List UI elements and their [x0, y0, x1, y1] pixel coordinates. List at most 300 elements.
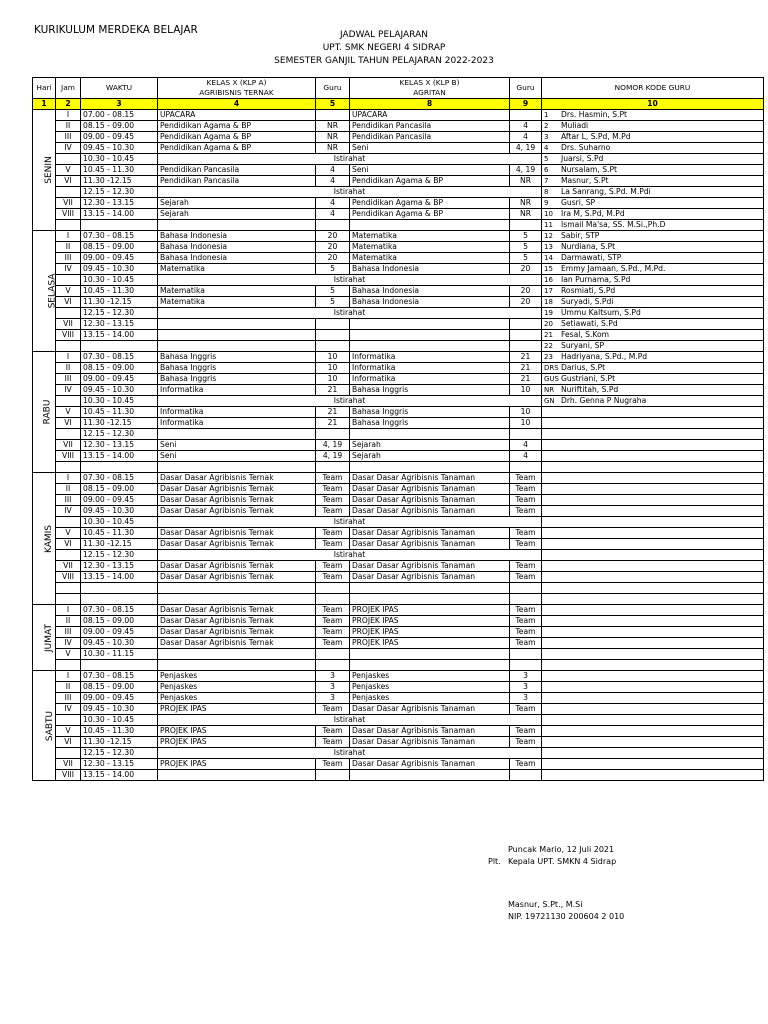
kelas-a-subject: Pendidikan Pancasila: [158, 176, 316, 187]
table-row: [33, 154, 764, 165]
kelas-b-subject: PROJEK IPAS: [350, 638, 510, 649]
table-row: [33, 550, 764, 561]
teacher-name: Ian Purnama, S.Pd: [561, 275, 631, 284]
istirahat-cell: Istirahat: [158, 154, 542, 165]
jam-cell: VIII: [56, 209, 81, 220]
day-label: [33, 231, 56, 352]
teacher-code-cell: [542, 649, 764, 660]
kelas-b-guru: Team: [510, 506, 542, 517]
table-row: [33, 539, 764, 550]
kelas-b-guru: Team: [510, 473, 542, 484]
kelas-a-guru: Team: [316, 759, 350, 770]
jam-cell: I: [56, 231, 81, 242]
kelas-a-subject: Seni: [158, 440, 316, 451]
jam-cell: II: [56, 121, 81, 132]
teacher-name: Nurdiana, S.Pt: [561, 242, 616, 251]
signature-position: Kepala UPT. SMKN 4 Sidrap: [508, 857, 617, 866]
table-row: [33, 649, 764, 660]
kelas-b-guru: 21: [510, 374, 542, 385]
jam-cell: [56, 220, 81, 231]
kelas-a-guru: 10: [316, 363, 350, 374]
kelas-a-guru: [316, 583, 350, 594]
table-row: [33, 616, 764, 627]
waktu-cell: 08.15 - 09.00: [81, 363, 158, 374]
teacher-code: 6: [544, 166, 549, 174]
kelas-b-guru: [510, 770, 542, 781]
table-row: [33, 704, 764, 715]
table-row: [33, 308, 764, 319]
kelas-a-guru: Team: [316, 572, 350, 583]
kelas-a-subject: Dasar Dasar Agribisnis Ternak: [158, 506, 316, 517]
jam-cell: VIII: [56, 572, 81, 583]
teacher-code-cell: [542, 561, 764, 572]
teacher-code-cell: [542, 198, 764, 209]
table-row: [33, 429, 764, 440]
kelas-a-subject: Dasar Dasar Agribisnis Ternak: [158, 605, 316, 616]
teacher-code: 10: [544, 210, 553, 218]
kelas-a-subject: Informatika: [158, 385, 316, 396]
kelas-b-subject: [350, 429, 510, 440]
teacher-code-cell: [542, 220, 764, 231]
kelas-b-guru: [510, 110, 542, 121]
jam-cell: [56, 462, 81, 473]
teacher-code-cell: [542, 583, 764, 594]
kelas-b-guru: 21: [510, 363, 542, 374]
column-number: 4: [158, 99, 316, 110]
kelas-a-subject: Pendidikan Agama & BP: [158, 121, 316, 132]
waktu-cell: 11.30 -12.15: [81, 176, 158, 187]
kelas-a-subject: Dasar Dasar Agribisnis Ternak: [158, 638, 316, 649]
jam-cell: I: [56, 671, 81, 682]
teacher-name: Ismail Ma'sa, SS. M.Si.,Ph.D: [561, 220, 666, 229]
kelas-a-guru: [316, 594, 350, 605]
teacher-name: Setiawati, S.Pd: [561, 319, 618, 328]
jam-cell: II: [56, 363, 81, 374]
teacher-code-cell: [542, 341, 764, 352]
kelas-a-guru: Team: [316, 528, 350, 539]
teacher-code-cell: [542, 693, 764, 704]
table-row: [33, 352, 764, 363]
teacher-code: 11: [544, 221, 553, 229]
teacher-code: 22: [544, 342, 553, 350]
kelas-b-subject: Informatika: [350, 352, 510, 363]
kelas-b-guru: 10: [510, 407, 542, 418]
waktu-cell: 13.15 - 14.00: [81, 451, 158, 462]
header-guru-b: Guru: [510, 78, 542, 99]
table-row: [33, 660, 764, 671]
header-waktu: WAKTU: [81, 78, 158, 99]
teacher-code: 15: [544, 265, 553, 273]
waktu-cell: [81, 660, 158, 671]
teacher-code-cell: [542, 352, 764, 363]
teacher-code-cell: [542, 143, 764, 154]
waktu-cell: 12.15 - 12.30: [81, 748, 158, 759]
kelas-b-guru: Team: [510, 627, 542, 638]
kelas-a-guru: Team: [316, 704, 350, 715]
header-kode-guru: NOMOR KODE GURU: [542, 78, 764, 99]
kelas-a-subject: PROJEK IPAS: [158, 759, 316, 770]
kelas-a-guru: Team: [316, 638, 350, 649]
kelas-b-guru: 10: [510, 418, 542, 429]
kelas-b-subject: Dasar Dasar Agribisnis Tanaman: [350, 528, 510, 539]
kelas-a-guru: 4, 19: [316, 440, 350, 451]
signature-name: Masnur, S.Pt., M.Si: [508, 900, 583, 909]
teacher-code-cell: [542, 517, 764, 528]
jam-cell: V: [56, 286, 81, 297]
kelas-a-guru: NR: [316, 121, 350, 132]
table-row: [33, 726, 764, 737]
teacher-name: Suryani, SP: [561, 341, 605, 350]
waktu-cell: 09.45 - 10.30: [81, 638, 158, 649]
waktu-cell: [81, 594, 158, 605]
jam-cell: VI: [56, 176, 81, 187]
kelas-b-subject: Pendidikan Pancasila: [350, 121, 510, 132]
teacher-name: Ira M, S.Pd, M.Pd: [561, 209, 625, 218]
semester-line: SEMESTER GANJIL TAHUN PELAJARAN 2022-2023: [274, 56, 494, 66]
waktu-cell: 10.30 - 10.45: [81, 275, 158, 286]
waktu-cell: 11.30 -12.15: [81, 297, 158, 308]
waktu-cell: 09.45 - 10.30: [81, 385, 158, 396]
teacher-code: 17: [544, 287, 553, 295]
kelas-a-subject: [158, 649, 316, 660]
kelas-b-subject: Penjaskes: [350, 671, 510, 682]
kelas-a-subject: Informatika: [158, 407, 316, 418]
teacher-code: 8: [544, 188, 549, 196]
header-kelas-b-line2: AGRITAN: [413, 88, 446, 97]
kelas-a-subject: Matematika: [158, 286, 316, 297]
day-label: [33, 671, 56, 781]
waktu-cell: 08.15 - 09.00: [81, 484, 158, 495]
kelas-b-subject: Matematika: [350, 242, 510, 253]
curriculum-label: KURIKULUM MERDEKA BELAJAR: [34, 24, 198, 36]
kelas-b-guru: 5: [510, 253, 542, 264]
kelas-b-subject: Dasar Dasar Agribisnis Tanaman: [350, 539, 510, 550]
table-row: [33, 264, 764, 275]
kelas-b-guru: [510, 330, 542, 341]
jam-cell: III: [56, 627, 81, 638]
kelas-b-subject: Sejarah: [350, 440, 510, 451]
kelas-a-subject: Bahasa Indonesia: [158, 253, 316, 264]
kelas-b-subject: [350, 341, 510, 352]
teacher-name: Drs. Hasmin, S.Pt: [561, 110, 628, 119]
kelas-b-guru: [510, 429, 542, 440]
doc-title: JADWAL PELAJARAN: [340, 30, 428, 40]
jam-cell: [56, 748, 81, 759]
teacher-code: 19: [544, 309, 553, 317]
header-jam: Jam: [56, 78, 81, 99]
day-name: SENIN: [43, 156, 54, 184]
waktu-cell: 09.00 - 09.45: [81, 253, 158, 264]
waktu-cell: 08.15 - 09.00: [81, 121, 158, 132]
jam-cell: [56, 341, 81, 352]
jam-cell: IV: [56, 264, 81, 275]
signature-plt: Plt.: [488, 857, 501, 866]
kelas-a-guru: [316, 330, 350, 341]
kelas-a-guru: 10: [316, 352, 350, 363]
waktu-cell: 12.30 - 13.15: [81, 561, 158, 572]
jam-cell: VI: [56, 539, 81, 550]
kelas-b-guru: Team: [510, 616, 542, 627]
kelas-b-subject: Dasar Dasar Agribisnis Tanaman: [350, 572, 510, 583]
waktu-cell: 08.15 - 09.00: [81, 242, 158, 253]
jam-cell: V: [56, 726, 81, 737]
kelas-a-subject: PROJEK IPAS: [158, 726, 316, 737]
waktu-cell: 12.30 - 13.15: [81, 198, 158, 209]
kelas-a-guru: 5: [316, 264, 350, 275]
table-row: [33, 165, 764, 176]
teacher-code: 23: [544, 353, 553, 361]
column-number: 3: [81, 99, 158, 110]
kelas-a-subject: Dasar Dasar Agribisnis Ternak: [158, 484, 316, 495]
kelas-a-guru: [316, 462, 350, 473]
istirahat-cell: Istirahat: [158, 748, 542, 759]
table-row: [33, 638, 764, 649]
jam-cell: II: [56, 682, 81, 693]
kelas-a-guru: Team: [316, 605, 350, 616]
jam-cell: VIII: [56, 330, 81, 341]
kelas-b-subject: [350, 583, 510, 594]
waktu-cell: 12.15 - 12.30: [81, 187, 158, 198]
teacher-code-cell: [542, 264, 764, 275]
waktu-cell: 07.30 - 08.15: [81, 605, 158, 616]
kelas-a-subject: PROJEK IPAS: [158, 737, 316, 748]
kelas-a-guru: [316, 429, 350, 440]
kelas-b-guru: [510, 583, 542, 594]
kelas-a-subject: Bahasa Indonesia: [158, 231, 316, 242]
waktu-cell: 10.45 - 11.30: [81, 407, 158, 418]
teacher-name: Fesal, S.Kom: [561, 330, 610, 339]
teacher-code: 1: [544, 111, 549, 119]
table-row: [33, 517, 764, 528]
signature-nip: NIP. 19721130 200604 2 010: [508, 912, 625, 921]
teacher-name: Drh. Genna P Nugraha: [561, 396, 647, 405]
table-row: [33, 176, 764, 187]
kelas-a-subject: Informatika: [158, 418, 316, 429]
jam-cell: III: [56, 132, 81, 143]
kelas-b-guru: 21: [510, 352, 542, 363]
kelas-b-guru: Team: [510, 539, 542, 550]
teacher-code-cell: [542, 231, 764, 242]
jam-cell: [56, 429, 81, 440]
istirahat-cell: Istirahat: [158, 275, 542, 286]
table-row: [33, 759, 764, 770]
kelas-b-guru: 5: [510, 231, 542, 242]
teacher-name: Juarsi, S.Pd: [561, 154, 604, 163]
kelas-b-subject: Dasar Dasar Agribisnis Tanaman: [350, 759, 510, 770]
teacher-name: Aftar L, S.Pd, M.Pd: [561, 132, 631, 141]
jam-cell: I: [56, 473, 81, 484]
kelas-a-guru: 21: [316, 418, 350, 429]
waktu-cell: 11.30 -12.15: [81, 539, 158, 550]
waktu-cell: 09.45 - 10.30: [81, 704, 158, 715]
table-row: [33, 231, 764, 242]
kelas-a-subject: Penjaskes: [158, 671, 316, 682]
table-row: [33, 440, 764, 451]
teacher-code: 7: [544, 177, 549, 185]
jam-cell: VII: [56, 759, 81, 770]
waktu-cell: 09.00 - 09.45: [81, 495, 158, 506]
teacher-name: Suryadi, S.Pdi: [561, 297, 614, 306]
day-name: JUMAT: [43, 623, 54, 652]
jam-cell: III: [56, 253, 81, 264]
kelas-a-guru: Team: [316, 539, 350, 550]
kelas-a-guru: 4: [316, 198, 350, 209]
kelas-b-subject: Pendidikan Agama & BP: [350, 176, 510, 187]
jam-cell: [56, 715, 81, 726]
waktu-cell: 12.30 - 13.15: [81, 440, 158, 451]
kelas-b-subject: Dasar Dasar Agribisnis Tanaman: [350, 484, 510, 495]
kelas-b-subject: Bahasa Indonesia: [350, 286, 510, 297]
jam-cell: [56, 187, 81, 198]
teacher-code-cell: [542, 594, 764, 605]
waktu-cell: 10.45 - 11.30: [81, 165, 158, 176]
kelas-a-guru: [316, 649, 350, 660]
kelas-b-subject: Pendidikan Pancasila: [350, 132, 510, 143]
teacher-code-cell: [542, 308, 764, 319]
kelas-b-guru: 20: [510, 264, 542, 275]
kelas-a-subject: Dasar Dasar Agribisnis Ternak: [158, 616, 316, 627]
column-number: 1: [33, 99, 56, 110]
kelas-b-subject: Penjaskes: [350, 682, 510, 693]
teacher-code-cell: [542, 187, 764, 198]
teacher-code-cell: [542, 682, 764, 693]
header-hari: Hari: [33, 78, 56, 99]
kelas-a-guru: [316, 341, 350, 352]
jam-cell: [56, 583, 81, 594]
kelas-b-guru: Team: [510, 484, 542, 495]
teacher-code-cell: [542, 275, 764, 286]
jam-cell: IV: [56, 385, 81, 396]
table-row: [33, 605, 764, 616]
teacher-name: Gusri, SP: [561, 198, 596, 207]
jam-cell: V: [56, 649, 81, 660]
header-kelas-a-line1: KELAS X (KLP A): [206, 78, 267, 87]
kelas-b-guru: 5: [510, 242, 542, 253]
kelas-b-guru: 4: [510, 440, 542, 451]
kelas-b-subject: Sejarah: [350, 451, 510, 462]
teacher-code-cell: [542, 286, 764, 297]
teacher-code: 9: [544, 199, 549, 207]
kelas-b-subject: [350, 649, 510, 660]
table-row: [33, 693, 764, 704]
kelas-b-subject: Seni: [350, 165, 510, 176]
kelas-a-guru: [316, 319, 350, 330]
kelas-a-guru: NR: [316, 143, 350, 154]
kelas-b-guru: Team: [510, 572, 542, 583]
jam-cell: II: [56, 484, 81, 495]
teacher-code-cell: [542, 374, 764, 385]
kelas-b-subject: Bahasa Inggris: [350, 407, 510, 418]
kelas-a-subject: Dasar Dasar Agribisnis Ternak: [158, 495, 316, 506]
kelas-b-subject: Bahasa Indonesia: [350, 297, 510, 308]
teacher-code-cell: [542, 660, 764, 671]
table-row: [33, 462, 764, 473]
teacher-code-cell: [542, 407, 764, 418]
jam-cell: [56, 275, 81, 286]
kelas-a-subject: Penjaskes: [158, 682, 316, 693]
teacher-code-cell: [542, 253, 764, 264]
kelas-a-subject: [158, 220, 316, 231]
kelas-b-subject: [350, 220, 510, 231]
table-row: [33, 187, 764, 198]
waktu-cell: [81, 220, 158, 231]
kelas-b-subject: Dasar Dasar Agribisnis Tanaman: [350, 726, 510, 737]
kelas-b-subject: PROJEK IPAS: [350, 605, 510, 616]
kelas-b-guru: NR: [510, 198, 542, 209]
day-label: [33, 605, 56, 671]
kelas-b-guru: 20: [510, 297, 542, 308]
teacher-code-cell: [542, 154, 764, 165]
kelas-a-subject: [158, 583, 316, 594]
teacher-code: 14: [544, 254, 553, 262]
teacher-code-cell: [542, 506, 764, 517]
jam-cell: [56, 660, 81, 671]
kelas-b-subject: Informatika: [350, 374, 510, 385]
kelas-a-subject: [158, 660, 316, 671]
kelas-a-guru: 4: [316, 165, 350, 176]
signature-place-date: Puncak Mario, 12 Juli 2021: [508, 845, 615, 854]
table-row: [33, 770, 764, 781]
kelas-a-guru: 20: [316, 231, 350, 242]
teacher-name: Emmy Jamaan, S.Pd., M.Pd.: [561, 264, 666, 273]
jam-cell: I: [56, 605, 81, 616]
table-row: [33, 671, 764, 682]
waktu-cell: 13.15 - 14.00: [81, 209, 158, 220]
kelas-a-subject: [158, 770, 316, 781]
kelas-b-subject: [350, 330, 510, 341]
kelas-b-guru: 3: [510, 693, 542, 704]
kelas-b-subject: Bahasa Inggris: [350, 418, 510, 429]
kelas-b-guru: Team: [510, 528, 542, 539]
kelas-b-guru: NR: [510, 209, 542, 220]
waktu-cell: 11.30 -12.15: [81, 418, 158, 429]
teacher-code-cell: [542, 121, 764, 132]
day-name: SABTU: [45, 710, 56, 741]
table-row: [33, 495, 764, 506]
table-row: [33, 341, 764, 352]
kelas-a-subject: [158, 341, 316, 352]
teacher-name: Darius, S.Pt: [561, 363, 606, 372]
day-label: [33, 352, 56, 473]
waktu-cell: 10.45 - 11.30: [81, 286, 158, 297]
kelas-b-subject: Dasar Dasar Agribisnis Tanaman: [350, 506, 510, 517]
kelas-b-subject: [350, 660, 510, 671]
column-number: 9: [510, 99, 542, 110]
waktu-cell: [81, 462, 158, 473]
kelas-b-guru: 3: [510, 671, 542, 682]
teacher-code-cell: [542, 704, 764, 715]
kelas-a-subject: PROJEK IPAS: [158, 704, 316, 715]
teacher-code-cell: [542, 165, 764, 176]
waktu-cell: 13.15 - 14.00: [81, 770, 158, 781]
kelas-b-guru: [510, 220, 542, 231]
jam-cell: V: [56, 407, 81, 418]
kelas-b-subject: Pendidikan Agama & BP: [350, 198, 510, 209]
kelas-a-guru: Team: [316, 484, 350, 495]
teacher-code-cell: [542, 572, 764, 583]
kelas-a-subject: Dasar Dasar Agribisnis Ternak: [158, 561, 316, 572]
column-number-row: [33, 99, 764, 110]
header-kelas-b-line1: KELAS X (KLP B): [399, 78, 460, 87]
kelas-a-guru: Team: [316, 627, 350, 638]
teacher-code-cell: [542, 726, 764, 737]
schedule-body: [33, 110, 764, 781]
table-row: [33, 473, 764, 484]
kelas-a-subject: Bahasa Inggris: [158, 374, 316, 385]
istirahat-cell: Istirahat: [158, 517, 542, 528]
teacher-code-cell: [542, 110, 764, 121]
column-number: 8: [350, 99, 510, 110]
